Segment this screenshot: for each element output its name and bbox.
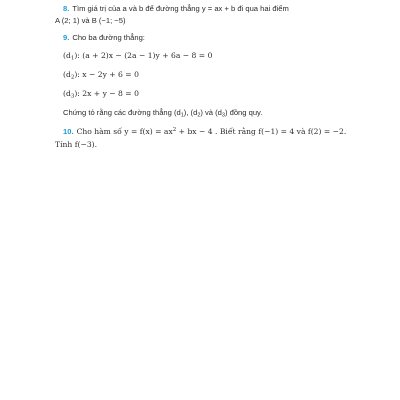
conclusion-part-c: ) và (d (200, 108, 222, 117)
conclusion-part-b: ), (d (183, 108, 198, 117)
exercise-10-superscript: 2 (172, 127, 177, 133)
conclusion-sub-3: 3 (221, 112, 225, 119)
exercise-10-text-b: + bx − 4 . Biết rằng f(−1) = 4 và f(2) = −2. (176, 127, 347, 136)
conclusion-part-d: ) đồng quy. (224, 108, 263, 117)
conclusion-part-a: Chứng tỏ rằng các đường thẳng (d (63, 108, 181, 117)
line-d1 (63, 51, 212, 61)
exercise-10-number: 10. (63, 127, 74, 136)
line-d2 (63, 70, 139, 80)
d1-subscript: 1 (70, 55, 75, 62)
conclusion-sub-1: 1 (180, 112, 184, 119)
exercise-10-line-1 (63, 127, 346, 137)
exercise-9-intro (63, 33, 145, 43)
exercise-10-line-2 (55, 140, 97, 150)
exercise-9-conclusion (63, 108, 262, 118)
d2-label: (d (63, 70, 71, 79)
exercise-10-question: Tính f(−3). (55, 140, 98, 149)
line-d3 (63, 89, 139, 99)
exercise-10-text-a: Cho hàm số y = f(x) = ax (76, 127, 173, 136)
exercise-8-number: 8. (63, 4, 70, 13)
exercise-8-line-2 (55, 16, 126, 26)
d2-equation: ): x − 2y + 6 = 0 (74, 70, 139, 79)
d3-equation: ): 2x + y − 8 = 0 (74, 89, 139, 98)
exercise-9-intro-text: Cho ba đường thẳng: (72, 33, 145, 42)
d2-subscript: 2 (70, 74, 75, 81)
d3-subscript: 3 (70, 93, 75, 100)
exercise-8-text: Tìm giá trị của a và b để đường thẳng y = ax + b đi qua hai điểm (72, 4, 289, 13)
d3-label: (d (63, 89, 71, 98)
conclusion-sub-2: 2 (197, 112, 201, 119)
d1-equation: ): (a + 2)x − (2a − 1)y + 6a − 8 = 0 (74, 51, 213, 60)
exercise-8-line-1 (63, 4, 289, 14)
exercise-8-points: A (2; 1) và B (−1; −5) (55, 16, 126, 25)
exercise-9-number: 9. (63, 33, 70, 42)
d1-label: (d (63, 51, 71, 60)
